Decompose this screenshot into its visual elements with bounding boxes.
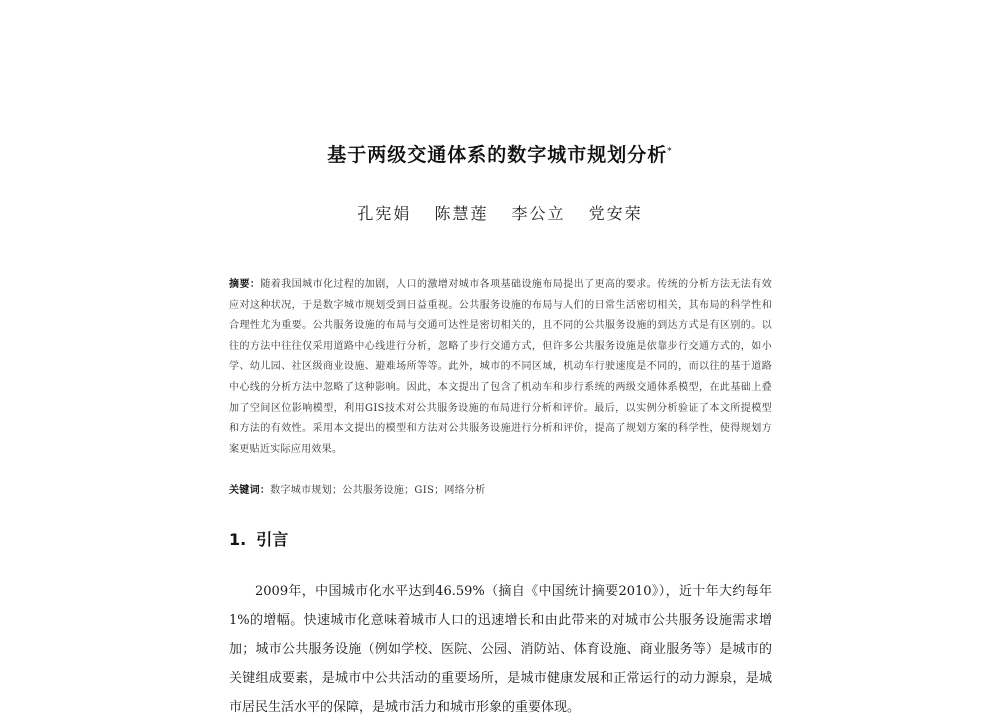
author-name: 李公立 [511, 204, 566, 223]
author-name: 党安荣 [588, 204, 643, 223]
section-heading [229, 527, 288, 550]
body-paragraph: 2009年，中国城市化水平达到46.59%（摘自《中国统计摘要2010》），近十年大约每年1%的增幅。快速城市化意味着城市人口的迅速增长和由此带来的对城市公共服务设施需求增加；城市公共服务设施（例如学校、医院、公园、消防站、体育设施、商业服务等）是城市的关键组成要素，是城市中公共活动的重要场所，是城市健康发展和正常运行的动力源泉，是城市居民生活水平的保障，是城市活力和城市形象的重要体现。 [229, 584, 772, 714]
abstract-block [229, 275, 772, 460]
author-list [0, 201, 1000, 224]
keywords-text: 数字城市规划；公共服务设施；GIS；网络分析 [270, 485, 486, 496]
author-name: 孔宪娟 [357, 204, 412, 223]
keywords-block [229, 481, 772, 501]
author-name: 陈慧莲 [434, 204, 489, 223]
abstract-label: 摘要： [229, 279, 261, 290]
abstract-text: 随着我国城市化过程的加剧，人口的激增对城市各项基础设施布局提出了更高的要求。传统的分析方法无法有效应对这种状况，于是数字城市规划受到日益重视。公共服务设施的布局与人们的日常生活密切相关，其布局的科学性和合理性尤为重要。公共服务设施的布局与交通可达性是密切相关的，且不同的公共服务设施的到达方式是有区别的。以往的方法中往往仅采用道路中心线进行分析，忽略了步行交通方式，但许多公共服务设施是依靠步行交通方式的，如小学、幼儿园、社区级商业设施、避难场所等等。此外，城市的不同区域，机动车行驶速度是不同的，而以往的基于道路中心线的分析方法中忽略了这种影响。因此，本文提出了包含了机动车和步行系统的两级交通体系模型，在此基础上叠加了空间区位影响模型，利用GIS技术对公共服务设施的布局进行分析和评价。最后，以实例分析验证了本文所提模型和方法的有效性。采用本文提出的模型和方法对公共服务设施进行分析和评价，提高了规划方案的科学性，使得规划方案更贴近实际应用效果。 [229, 279, 772, 455]
title-footnote-mark: * [667, 146, 673, 157]
paper-title [0, 140, 1000, 167]
section-number: 1. [229, 530, 247, 549]
paper-title-text: 基于两级交通体系的数字城市规划分析 [327, 144, 668, 166]
keywords-label: 关键词： [229, 485, 271, 496]
section-title: 引言 [256, 530, 289, 549]
